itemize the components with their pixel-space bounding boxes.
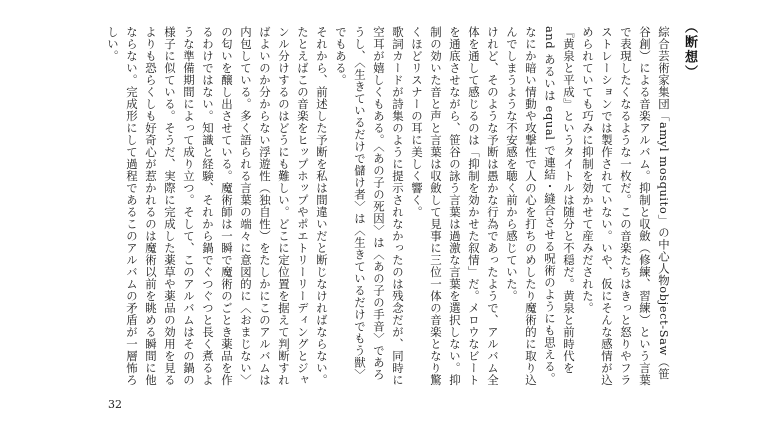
paragraph: 歌詞カードが詩集のように提示されなかったのは残念だが、同時に空耳が嬉しくもある。〈あの子の死因〉は〈あの子の手音〉であろうし、〈生きているだけで儲け者〉は〈生きているだけでもう獣〉でもある。 <box>334 26 405 386</box>
paragraph: 『黄泉と平成』というタイトルは随分と不穏だ。黄泉と前時代を and あるいは equal で連結・縫合させる呪術のようにも思える。なにか暗い情動や攻撃性で人の心を打ちのめしたり魔術的に取り込んでしまうような不安感を聴く前から感じていた。 <box>505 26 576 386</box>
vertical-body-text <box>73 26 673 386</box>
page-number: 32 <box>108 398 122 411</box>
section-heading: （断想） <box>682 20 697 80</box>
paragraph: それから、前述した予断を私は間違いだと断じなければならない。たとえばこの音楽をヒップホップやポエトリーリーディングとジャンル分けするのはどうにも難しい。どこに定位置を据えて判断すればよいのか分からない浮遊性（独自性）をたしかにこのアルバムは内包している。多く語られる言葉の端々に意図的に〈おまじない〉の匂いを醸し出させている。魔術師は一瞬で魔術のごとき薬品を作るわけではない。知識と経験、それから鍋でぐつぐつと長く煮るような準備期間によって成り立つ。そして、このアルバムはその鍋の様子に似ている。そうだ、実際に完成した薬草や薬品の効用を見るよりも恐らくしも好奇心が惹かれるのは魔術以前を眺める瞬間に他ならない。完成形にして過程であるこのアルバムの矛盾が一層怖ろしい。 <box>106 26 329 386</box>
paragraph: けれど、そのような予断は愚かな行為であったようで、アルバム全体を通して感じるのは「抑制を効かせた叙情」だ。メロウなビートを通底させながら、笹谷の詠う言葉は過激な言葉を選択しない。抑制の効いた音と声と言葉は収斂して見事に三位一体の音楽となり驚くほどリスナーの耳に美しく響く。 <box>410 26 500 386</box>
paragraph: 綜合芸術家集団「amyl mosquito」の中心人物object-Saw（笹谷創）による音楽アルバム。抑制と収斂（修練、習練）という言葉で表現したくなるような一枚だ。この音楽たちはきっと怒りやフラストレーションでは製作されていない。いや、仮にそんな感情が込められていても巧みに抑制を効かせて産みだされた。 <box>581 26 671 386</box>
